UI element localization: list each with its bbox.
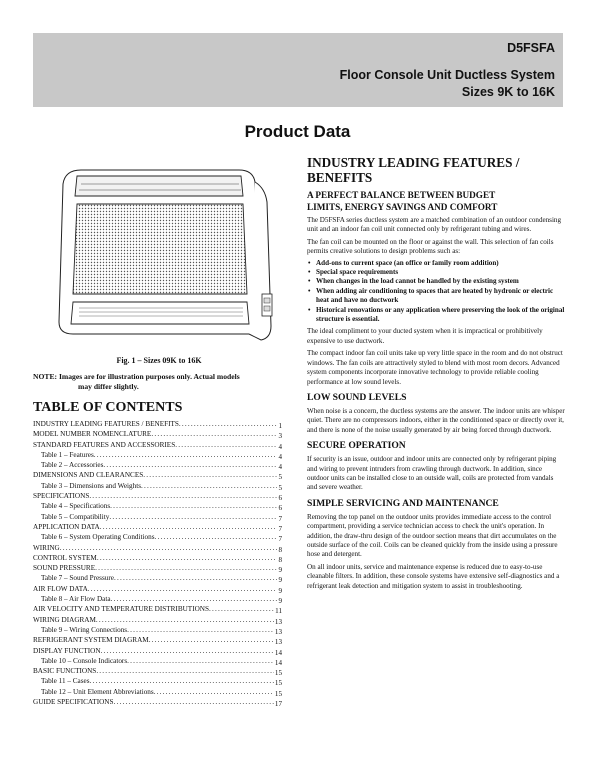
toc-entry-page: 9 [278, 586, 282, 595]
servicing-heading: SIMPLE SERVICING AND MAINTENANCE [307, 497, 499, 509]
toc-entry[interactable] [33, 573, 282, 583]
features-column [307, 155, 565, 591]
toc-leader-dots [96, 615, 274, 625]
toc-entry-page: 15 [274, 689, 282, 698]
toc-entry[interactable] [33, 697, 282, 707]
toc-entry[interactable] [33, 532, 282, 542]
toc-entry[interactable] [33, 646, 282, 656]
toc-leader-dots [149, 635, 274, 645]
toc-entry-title: APPLICATION DATA [33, 522, 100, 531]
toc-entry-title: AIR VELOCITY AND TEMPERATURE DISTRIBUTIONS [33, 605, 209, 614]
toc-entry[interactable] [33, 429, 282, 439]
toc-leader-dots [88, 584, 278, 594]
toc-entry-page: 9 [278, 576, 282, 584]
toc-entry-page: 17 [274, 700, 282, 708]
toc-entry-title: Table 1 – Features [41, 450, 94, 459]
secure-operation-heading: SECURE OPERATION [307, 440, 406, 452]
toc-entry-title: Table 6 – System Operating Conditions [41, 533, 155, 542]
toc-entry[interactable] [33, 563, 282, 573]
toc-entry-page: 1 [278, 422, 282, 430]
toc-leader-dots [155, 532, 278, 542]
toc-entry-page: 8 [278, 555, 282, 564]
toc-entry[interactable] [33, 470, 282, 480]
toc-entry[interactable] [33, 615, 282, 625]
toc-entry-title: DIMENSIONS AND CLEARANCES [33, 471, 144, 480]
servicing-paragraph-1: Removing the top panel on the outdoor units provides immediate access to the control compartment, providing a service technician access to check the unit's operation. In addition, the draw-thru design of the outdoor section means that dirt accumulates on the outside surface of the coil. Coils can be cleaned quickly from the inside using a pressure hose and detergent. [307, 512, 558, 559]
toc-leader-dots [111, 594, 278, 604]
toc-leader-dots [101, 646, 274, 656]
toc-leader-dots [109, 512, 277, 522]
toc-entry-page: 6 [278, 504, 282, 512]
toc-leader-dots [127, 625, 274, 635]
toc-entry-page: 13 [274, 638, 282, 646]
low-sound-heading: LOW SOUND LEVELS [307, 391, 407, 403]
bullet-item: • When adding air conditioning to spaces that are heated by hydronic or electric heat and have no ductwork [307, 287, 565, 306]
toc-entry-title: Table 10 – Console Indicators [41, 656, 128, 665]
toc-entry[interactable] [33, 460, 282, 470]
bullet-item: • When changes in the load cannot be handled by the existing system [307, 277, 565, 286]
figure-note-line-1: NOTE: Images are for illustration purposes only. Actual models [33, 372, 240, 381]
toc-entry-title: WIRING DIAGRAM [33, 615, 96, 624]
toc-entry-page: 4 [278, 463, 282, 471]
servicing-paragraph-2: On all indoor units, service and maintenance expense is reduced due to easy-to-use cleanable filters. In addition, these console systems have extensive self-diagnostics and a refrigerant leak detection and mitigation system to assist in troubleshooting. [307, 562, 560, 590]
toc-leader-dots [97, 553, 278, 563]
toc-leader-dots [100, 522, 278, 532]
toc-entry-title: Table 2 – Accessories [41, 461, 104, 470]
toc-entry-page: 13 [274, 617, 282, 625]
figure-note-line-2: may differ slightly. [78, 382, 139, 391]
toc-entry[interactable] [33, 584, 282, 594]
toc-entry-page: 13 [274, 627, 282, 636]
bullet-item: • Add-ons to current space (an office or family room addition) [307, 259, 565, 268]
toc-entry-title: MODEL NUMBER NOMENCLATURE [33, 430, 152, 439]
toc-leader-dots [143, 470, 277, 480]
toc-entry-page: 15 [274, 679, 282, 687]
toc-entry[interactable] [33, 635, 282, 645]
toc-entry-page: 7 [278, 514, 282, 522]
toc-entry[interactable] [33, 440, 282, 450]
figure-caption: Fig. 1 – Sizes 09K to 16K [116, 356, 202, 365]
header-banner [33, 33, 563, 107]
low-sound-paragraph: When noise is a concern, the ductless systems are the answer. The indoor units are whisper quiet. There are no compressors indoors, either in the conditioned space or directly over it, and there is none of the noise usually generated by air being forced through ductwork. [307, 406, 565, 434]
toc-entry-page: 9 [278, 566, 282, 574]
features-heading-line-1: INDUSTRY LEADING FEATURES / [307, 155, 520, 170]
toc-entry[interactable] [33, 676, 282, 686]
toc-entry-page: 6 [278, 494, 282, 502]
model-name: D5FSFA [507, 41, 555, 55]
toc-entry[interactable] [33, 419, 282, 429]
balance-heading-line-2: LIMITS, ENERGY SAVINGS AND COMFORT [307, 201, 498, 212]
toc-entry-page: 4 [278, 442, 282, 450]
toc-leader-dots [113, 697, 273, 707]
toc-leader-dots [95, 563, 277, 573]
toc-entry-title: Table 7 – Sound Pressure [41, 574, 114, 583]
toc-entry[interactable] [33, 625, 282, 635]
mount-paragraph: The fan coil can be mounted on the floor or against the wall. This selection of fan coils permits creative solutions to design problems such as: [307, 237, 554, 256]
toc-leader-dots [175, 440, 277, 450]
toc-entry-title: Table 5 – Compatibility [41, 512, 110, 521]
toc-entry[interactable] [33, 512, 282, 522]
toc-entry-page: 7 [278, 524, 282, 533]
toc-leader-dots [90, 676, 274, 686]
toc-leader-dots [209, 604, 274, 614]
toc-entry-title: Table 12 – Unit Element Abbreviations [41, 687, 154, 696]
toc-entry-page: 4 [278, 452, 282, 461]
toc-leader-dots [151, 429, 277, 439]
application-bullets [307, 259, 565, 325]
toc-entry-title: CONTROL SYSTEM [33, 553, 97, 562]
toc-leader-dots [94, 450, 278, 460]
toc-entry[interactable] [33, 491, 282, 501]
toc-leader-dots [110, 501, 277, 511]
toc-leader-dots [103, 460, 277, 470]
toc-entry[interactable] [33, 666, 282, 676]
table-of-contents [33, 419, 282, 707]
toc-leader-dots [141, 481, 277, 491]
toc-entry-page: 5 [278, 473, 282, 481]
toc-entry-page: 9 [278, 597, 282, 605]
toc-entry-page: 15 [274, 669, 282, 677]
balance-heading [307, 190, 565, 213]
toc-entry-page: 8 [278, 545, 282, 553]
toc-leader-dots [96, 666, 274, 676]
toc-entry-title: AIR FLOW DATA [33, 584, 88, 593]
toc-leader-dots [179, 419, 278, 429]
toc-entry-title: REFRIGERANT SYSTEM DIAGRAM [33, 636, 149, 645]
balance-heading-line-1: A PERFECT BALANCE BETWEEN BUDGET [307, 190, 496, 200]
bullet-item: • Special space requirements [307, 268, 565, 277]
toc-entry-page: 5 [278, 483, 282, 492]
compact-paragraph: The compact indoor fan coil units take up very little space in the room and do not obstruct windows. The fan coils are attractively styled to blend with most room decors. Advanced system components incorporate innovative technology to provide reliable cooling performance at low sound levels. [307, 349, 563, 386]
toc-entry[interactable] [33, 687, 282, 697]
toc-leader-dots [60, 543, 278, 553]
toc-entry-title: GUIDE SPECIFICATIONS [33, 698, 114, 707]
toc-entry-title: INDUSTRY LEADING FEATURES / BENEFITS [33, 420, 179, 428]
toc-entry-title: Table 8 – Air Flow Data [41, 595, 111, 604]
toc-entry[interactable] [33, 522, 282, 532]
toc-entry[interactable] [33, 656, 282, 666]
toc-leader-dots [154, 687, 274, 697]
toc-entry[interactable] [33, 450, 282, 460]
toc-leader-dots [127, 656, 274, 666]
secure-operation-paragraph: If security is an issue, outdoor and indoor units are connected only by refrigerant piping and wiring to prevent intruders from crawling through ductwork. In addition, since outdoor units can be installed close to an outside wall, coils are protected from vandals and severe weather. [307, 455, 557, 492]
toc-leader-dots [89, 491, 277, 501]
toc-entry-title: WIRING [33, 543, 60, 552]
toc-entry-title: Table 11 – Cases [41, 677, 90, 686]
toc-entry-page: 14 [274, 648, 282, 656]
features-heading-line-2: BENEFITS [307, 170, 373, 185]
toc-entry[interactable] [33, 594, 282, 604]
toc-entry-title: SPECIFICATIONS [33, 492, 90, 501]
toc-entry-title: SOUND PRESSURE [33, 564, 96, 573]
toc-entry[interactable] [33, 543, 282, 553]
toc-entry[interactable] [33, 501, 282, 511]
toc-entry-page: 14 [274, 658, 282, 667]
toc-entry-title: STANDARD FEATURES AND ACCESSORIES [33, 440, 176, 449]
page-title: Product Data [244, 122, 351, 141]
floor-console-unit-illustration [33, 162, 285, 350]
toc-entry-title: Table 3 – Dimensions and Weights [41, 481, 141, 490]
toc-heading: TABLE OF CONTENTS [33, 400, 183, 415]
toc-entry[interactable] [33, 553, 282, 563]
toc-leader-dots [114, 573, 277, 583]
toc-entry-page: 7 [278, 535, 282, 543]
ideal-paragraph: The ideal compliment to your ducted system when it is impractical or prohibitively expensive to use ductwork. [307, 327, 543, 345]
toc-entry-title: Table 9 – Wiring Connections [41, 625, 128, 634]
features-heading [307, 155, 565, 185]
toc-entry-page: 11 [275, 607, 282, 615]
product-subtitle: Floor Console Unit Ductless System [339, 68, 555, 82]
bullet-item: • Historical renovations or any application where preserving the look of the original structure is essential. [307, 306, 565, 325]
toc-entry-page: 3 [278, 432, 282, 440]
intro-paragraph: The D5FSFA series ductless system are a matched combination of an outdoor condensing unit and an indoor fan coil unit connected only by refrigerant tubing and wires. [307, 216, 562, 234]
toc-entry[interactable] [33, 481, 282, 491]
toc-entry-title: BASIC FUNCTIONS [33, 667, 97, 676]
product-sizes: Sizes 9K to 16K [461, 85, 555, 99]
toc-entry[interactable] [33, 604, 282, 614]
figure-note [33, 372, 285, 392]
toc-entry-title: DISPLAY FUNCTION [33, 646, 101, 655]
toc-entry-title: Table 4 – Specifications [41, 502, 111, 511]
